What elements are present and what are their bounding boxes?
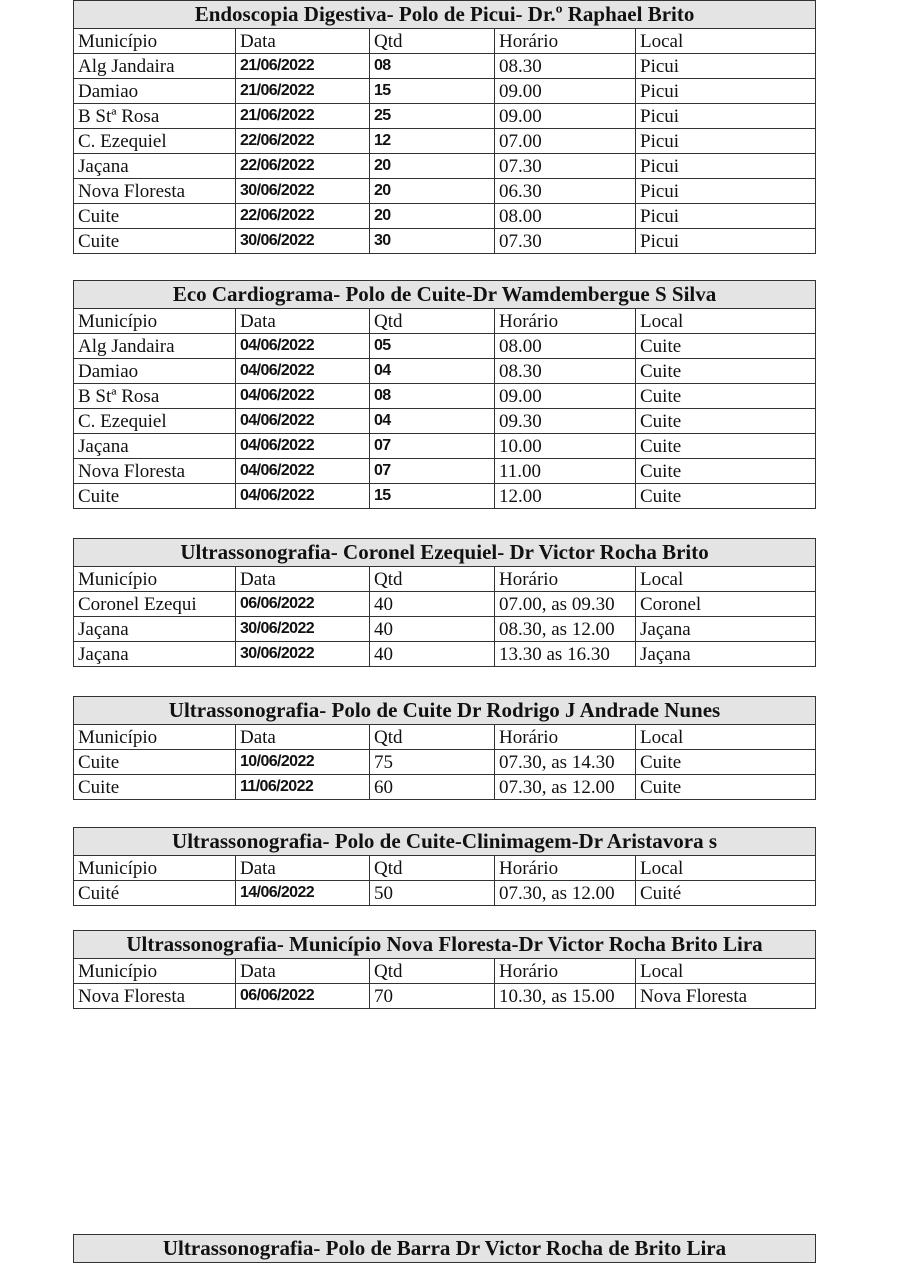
cell-municipio: Cuite — [74, 750, 236, 775]
column-header-qtd: Qtd — [370, 856, 495, 881]
cell-horario: 12.00 — [495, 484, 636, 509]
cell-municipio: Jaçana — [74, 642, 236, 667]
header-row — [74, 959, 816, 984]
cell-local: Cuite — [636, 459, 816, 484]
schedule-table — [73, 696, 816, 800]
table-title: Ultrassonografia- Polo de Cuite Dr Rodrigo J Andrade Nunes — [74, 697, 816, 725]
cell-data: 22/06/2022 — [236, 204, 370, 229]
cell-horario: 09.00 — [495, 384, 636, 409]
cell-local: Cuite — [636, 484, 816, 509]
cell-data: 04/06/2022 — [236, 434, 370, 459]
table-title: Ultrassonografia- Polo de Barra Dr Victor Rocha de Brito Lira — [74, 1235, 816, 1263]
table-row — [74, 104, 816, 129]
cell-local: Jaçana — [636, 642, 816, 667]
cell-local: Picui — [636, 204, 816, 229]
cell-qtd: 04 — [370, 359, 495, 384]
schedule-table — [73, 280, 816, 509]
cell-municipio: C. Ezequiel — [74, 129, 236, 154]
cell-qtd: 08 — [370, 384, 495, 409]
cell-qtd: 07 — [370, 434, 495, 459]
column-header-local: Local — [636, 725, 816, 750]
schedule-table-barra — [73, 1234, 816, 1263]
cell-local: Cuite — [636, 750, 816, 775]
cell-data: 04/06/2022 — [236, 334, 370, 359]
cell-local: Picui — [636, 54, 816, 79]
cell-horario: 07.30, as 14.30 — [495, 750, 636, 775]
cell-horario: 10.30, as 15.00 — [495, 984, 636, 1009]
cell-data: 04/06/2022 — [236, 484, 370, 509]
cell-local: Cuite — [636, 334, 816, 359]
column-header-data: Data — [236, 856, 370, 881]
cell-horario: 09.00 — [495, 104, 636, 129]
cell-municipio: C. Ezequiel — [74, 409, 236, 434]
cell-local: Picui — [636, 229, 816, 254]
cell-qtd: 50 — [370, 881, 495, 906]
column-header-horario: Horário — [495, 29, 636, 54]
cell-qtd: 60 — [370, 775, 495, 800]
cell-data: 21/06/2022 — [236, 79, 370, 104]
cell-qtd: 20 — [370, 154, 495, 179]
cell-data: 04/06/2022 — [236, 359, 370, 384]
column-header-qtd: Qtd — [370, 567, 495, 592]
cell-qtd: 20 — [370, 179, 495, 204]
cell-data: 30/06/2022 — [236, 229, 370, 254]
cell-qtd: 40 — [370, 617, 495, 642]
column-header-data: Data — [236, 725, 370, 750]
table-row — [74, 334, 816, 359]
table-row — [74, 359, 816, 384]
column-header-data: Data — [236, 567, 370, 592]
table-title: Eco Cardiograma- Polo de Cuite-Dr Wamdembergue S Silva — [74, 281, 816, 309]
cell-municipio: Cuite — [74, 229, 236, 254]
column-header-municipio: Município — [74, 725, 236, 750]
cell-horario: 07.30 — [495, 154, 636, 179]
schedule-table — [73, 930, 816, 1009]
cell-qtd: 40 — [370, 592, 495, 617]
column-header-qtd: Qtd — [370, 309, 495, 334]
cell-data: 04/06/2022 — [236, 459, 370, 484]
cell-qtd: 20 — [370, 204, 495, 229]
cell-qtd: 12 — [370, 129, 495, 154]
cell-data: 11/06/2022 — [236, 775, 370, 800]
cell-data: 30/06/2022 — [236, 179, 370, 204]
header-row — [74, 725, 816, 750]
table-row — [74, 204, 816, 229]
column-header-municipio: Município — [74, 309, 236, 334]
cell-municipio: Alg Jandaira — [74, 54, 236, 79]
table-row — [74, 459, 816, 484]
cell-municipio: B Stª Rosa — [74, 384, 236, 409]
cell-qtd: 30 — [370, 229, 495, 254]
cell-horario: 08.00 — [495, 334, 636, 359]
cell-data: 10/06/2022 — [236, 750, 370, 775]
cell-data: 21/06/2022 — [236, 104, 370, 129]
cell-municipio: Alg Jandaira — [74, 334, 236, 359]
cell-municipio: Nova Floresta — [74, 459, 236, 484]
table-title: Ultrassonografia- Município Nova Floresta-Dr Victor Rocha Brito Lira — [74, 931, 816, 959]
schedule-table — [73, 538, 816, 667]
column-header-local: Local — [636, 856, 816, 881]
cell-local: Picui — [636, 104, 816, 129]
column-header-qtd: Qtd — [370, 725, 495, 750]
cell-local: Jaçana — [636, 617, 816, 642]
cell-qtd: 08 — [370, 54, 495, 79]
column-header-local: Local — [636, 29, 816, 54]
cell-local: Cuite — [636, 434, 816, 459]
cell-data: 04/06/2022 — [236, 409, 370, 434]
cell-municipio: Nova Floresta — [74, 984, 236, 1009]
column-header-horario: Horário — [495, 309, 636, 334]
cell-qtd: 25 — [370, 104, 495, 129]
header-row — [74, 309, 816, 334]
column-header-municipio: Município — [74, 959, 236, 984]
cell-horario: 10.00 — [495, 434, 636, 459]
table-row — [74, 409, 816, 434]
cell-horario: 07.00, as 09.30 — [495, 592, 636, 617]
cell-municipio: B Stª Rosa — [74, 104, 236, 129]
cell-local: Cuite — [636, 384, 816, 409]
table-title: Ultrassonografia- Polo de Cuite-Clinimagem-Dr Aristavora s — [74, 828, 816, 856]
table-row — [74, 881, 816, 906]
table-title: Endoscopia Digestiva- Polo de Picui- Dr.º Raphael Brito — [74, 1, 816, 29]
column-header-data: Data — [236, 959, 370, 984]
cell-horario: 08.00 — [495, 204, 636, 229]
cell-qtd: 05 — [370, 334, 495, 359]
table-row — [74, 750, 816, 775]
table-row — [74, 484, 816, 509]
cell-data: 30/06/2022 — [236, 642, 370, 667]
cell-local: Cuité — [636, 881, 816, 906]
cell-local: Nova Floresta — [636, 984, 816, 1009]
table-row — [74, 129, 816, 154]
cell-data: 04/06/2022 — [236, 384, 370, 409]
cell-local: Cuite — [636, 359, 816, 384]
schedule-table — [73, 827, 816, 906]
table-row — [74, 384, 816, 409]
column-header-horario: Horário — [495, 959, 636, 984]
table-row — [74, 179, 816, 204]
table-row — [74, 154, 816, 179]
column-header-data: Data — [236, 29, 370, 54]
cell-municipio: Jaçana — [74, 434, 236, 459]
cell-qtd: 07 — [370, 459, 495, 484]
cell-horario: 07.30 — [495, 229, 636, 254]
cell-qtd: 15 — [370, 79, 495, 104]
cell-horario: 08.30 — [495, 359, 636, 384]
table-row — [74, 984, 816, 1009]
cell-horario: 09.30 — [495, 409, 636, 434]
cell-data: 21/06/2022 — [236, 54, 370, 79]
column-header-qtd: Qtd — [370, 29, 495, 54]
column-header-municipio: Município — [74, 856, 236, 881]
cell-data: 22/06/2022 — [236, 154, 370, 179]
column-header-local: Local — [636, 309, 816, 334]
cell-horario: 09.00 — [495, 79, 636, 104]
table-row — [74, 54, 816, 79]
cell-qtd: 70 — [370, 984, 495, 1009]
column-header-horario: Horário — [495, 856, 636, 881]
cell-data: 06/06/2022 — [236, 984, 370, 1009]
table-row — [74, 642, 816, 667]
cell-horario: 08.30, as 12.00 — [495, 617, 636, 642]
cell-horario: 11.00 — [495, 459, 636, 484]
cell-municipio: Cuite — [74, 775, 236, 800]
column-header-municipio: Município — [74, 567, 236, 592]
header-row — [74, 567, 816, 592]
cell-horario: 07.00 — [495, 129, 636, 154]
column-header-municipio: Município — [74, 29, 236, 54]
table-title: Ultrassonografia- Coronel Ezequiel- Dr Victor Rocha Brito — [74, 539, 816, 567]
cell-municipio: Coronel Ezequi — [74, 592, 236, 617]
cell-data: 30/06/2022 — [236, 617, 370, 642]
cell-municipio: Nova Floresta — [74, 179, 236, 204]
cell-municipio: Cuite — [74, 484, 236, 509]
column-header-data: Data — [236, 309, 370, 334]
cell-municipio: Damiao — [74, 79, 236, 104]
cell-data: 22/06/2022 — [236, 129, 370, 154]
cell-data: 06/06/2022 — [236, 592, 370, 617]
table-row — [74, 775, 816, 800]
header-row — [74, 29, 816, 54]
cell-local: Picui — [636, 179, 816, 204]
table-row — [74, 229, 816, 254]
column-header-local: Local — [636, 959, 816, 984]
column-header-qtd: Qtd — [370, 959, 495, 984]
column-header-local: Local — [636, 567, 816, 592]
table-row — [74, 79, 816, 104]
cell-qtd: 75 — [370, 750, 495, 775]
cell-local: Cuite — [636, 409, 816, 434]
table-row — [74, 592, 816, 617]
cell-qtd: 40 — [370, 642, 495, 667]
cell-horario: 06.30 — [495, 179, 636, 204]
cell-municipio: Jaçana — [74, 617, 236, 642]
cell-qtd: 04 — [370, 409, 495, 434]
cell-municipio: Damiao — [74, 359, 236, 384]
column-header-horario: Horário — [495, 567, 636, 592]
cell-local: Picui — [636, 129, 816, 154]
cell-municipio: Cuité — [74, 881, 236, 906]
column-header-horario: Horário — [495, 725, 636, 750]
cell-local: Cuite — [636, 775, 816, 800]
header-row — [74, 856, 816, 881]
cell-horario: 07.30, as 12.00 — [495, 881, 636, 906]
schedule-table — [73, 0, 816, 254]
cell-horario: 08.30 — [495, 54, 636, 79]
table-row — [74, 617, 816, 642]
cell-municipio: Jaçana — [74, 154, 236, 179]
table-row — [74, 434, 816, 459]
cell-local: Picui — [636, 154, 816, 179]
cell-local: Coronel — [636, 592, 816, 617]
cell-municipio: Cuite — [74, 204, 236, 229]
cell-data: 14/06/2022 — [236, 881, 370, 906]
cell-qtd: 15 — [370, 484, 495, 509]
cell-horario: 13.30 as 16.30 — [495, 642, 636, 667]
cell-local: Picui — [636, 79, 816, 104]
cell-horario: 07.30, as 12.00 — [495, 775, 636, 800]
